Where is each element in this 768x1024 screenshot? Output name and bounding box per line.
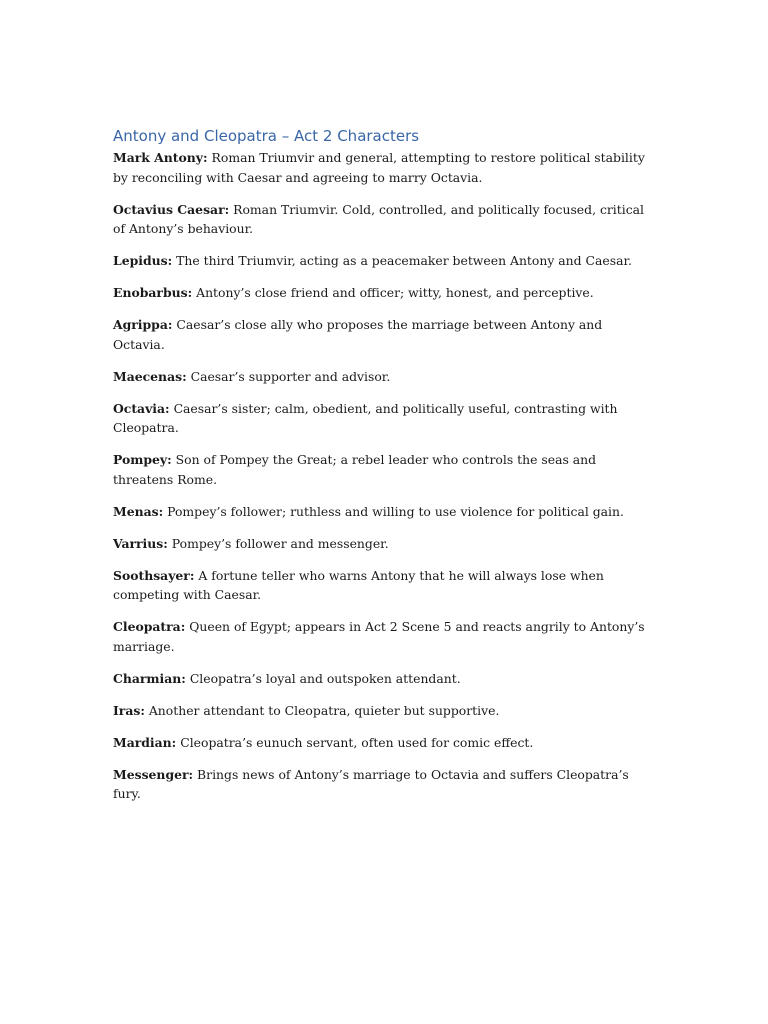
document-page	[113, 126, 648, 816]
character-description: Brings news of Antony’s marriage to Octavia and suffers Cleopatra’s fury.	[113, 766, 629, 801]
character-entry	[113, 701, 648, 721]
character-description: Caesar’s supporter and advisor.	[190, 368, 391, 384]
character-name: Pompey:	[113, 452, 172, 467]
character-name: Maecenas:	[113, 368, 187, 384]
character-name: Mardian:	[113, 734, 177, 750]
character-entry	[113, 765, 648, 804]
character-description: Cleopatra’s eunuch servant, often used for comic effect.	[180, 734, 534, 750]
character-name: Charmian:	[113, 670, 186, 686]
character-entry	[113, 566, 648, 605]
character-entry	[113, 315, 648, 354]
character-entry	[113, 502, 648, 522]
character-entry	[113, 283, 648, 303]
character-entry	[113, 367, 648, 387]
character-description: Son of Pompey the Great; a rebel leader who controls the seas and threatens Rome.	[113, 452, 597, 487]
character-description: Pompey’s follower; ruthless and willing to use violence for political gain.	[167, 503, 624, 519]
character-entry	[113, 399, 648, 438]
document-title: Antony and Cleopatra – Act 2 Characters	[113, 127, 420, 145]
character-entry	[113, 251, 648, 271]
character-description: Caesar’s sister; calm, obedient, and politically useful, contrasting with Cleopatra.	[113, 400, 618, 435]
character-description: Roman Triumvir and general, attempting to restore political stability by reconciling with Caesar and agreeing to marry Octavia.	[113, 150, 645, 185]
character-name: Lepidus:	[113, 253, 173, 268]
character-description: Antony’s close friend and officer; witty, honest, and perceptive.	[196, 285, 594, 300]
character-name: Menas:	[113, 503, 164, 519]
character-description: Cleopatra’s loyal and outspoken attendant.	[189, 670, 461, 686]
character-entry	[113, 450, 648, 489]
character-name: Agrippa:	[113, 317, 173, 332]
character-entry	[113, 617, 648, 656]
character-name: Cleopatra:	[113, 619, 186, 634]
character-name: Octavius Caesar:	[113, 201, 230, 217]
character-description: A fortune teller who warns Antony that he will always lose when competing with Caesar.	[113, 567, 604, 602]
character-entry	[113, 733, 648, 753]
character-name: Varrius:	[113, 535, 168, 551]
character-name: Messenger:	[113, 766, 194, 782]
character-description: Roman Triumvir. Cold, controlled, and politically focused, critical of Antony’s behaviour.	[113, 201, 644, 236]
character-name: Soothsayer:	[113, 567, 195, 583]
character-entry	[113, 148, 648, 187]
character-entry	[113, 200, 648, 239]
character-entry	[113, 534, 648, 554]
character-name: Octavia:	[113, 400, 170, 416]
character-description: Another attendant to Cleopatra, quieter but supportive.	[148, 702, 500, 718]
character-entry	[113, 669, 648, 689]
character-description: The third Triumvir, acting as a peacemaker between Antony and Caesar.	[176, 253, 632, 268]
character-name: Mark Antony:	[113, 150, 208, 165]
character-name: Enobarbus:	[113, 285, 193, 300]
character-description: Queen of Egypt; appears in Act 2 Scene 5 and reacts angrily to Antony’s marriage.	[113, 619, 645, 654]
character-name: Iras:	[113, 702, 145, 718]
character-description: Pompey’s follower and messenger.	[171, 535, 389, 551]
character-description: Caesar’s close ally who proposes the marriage between Antony and Octavia.	[113, 317, 603, 352]
